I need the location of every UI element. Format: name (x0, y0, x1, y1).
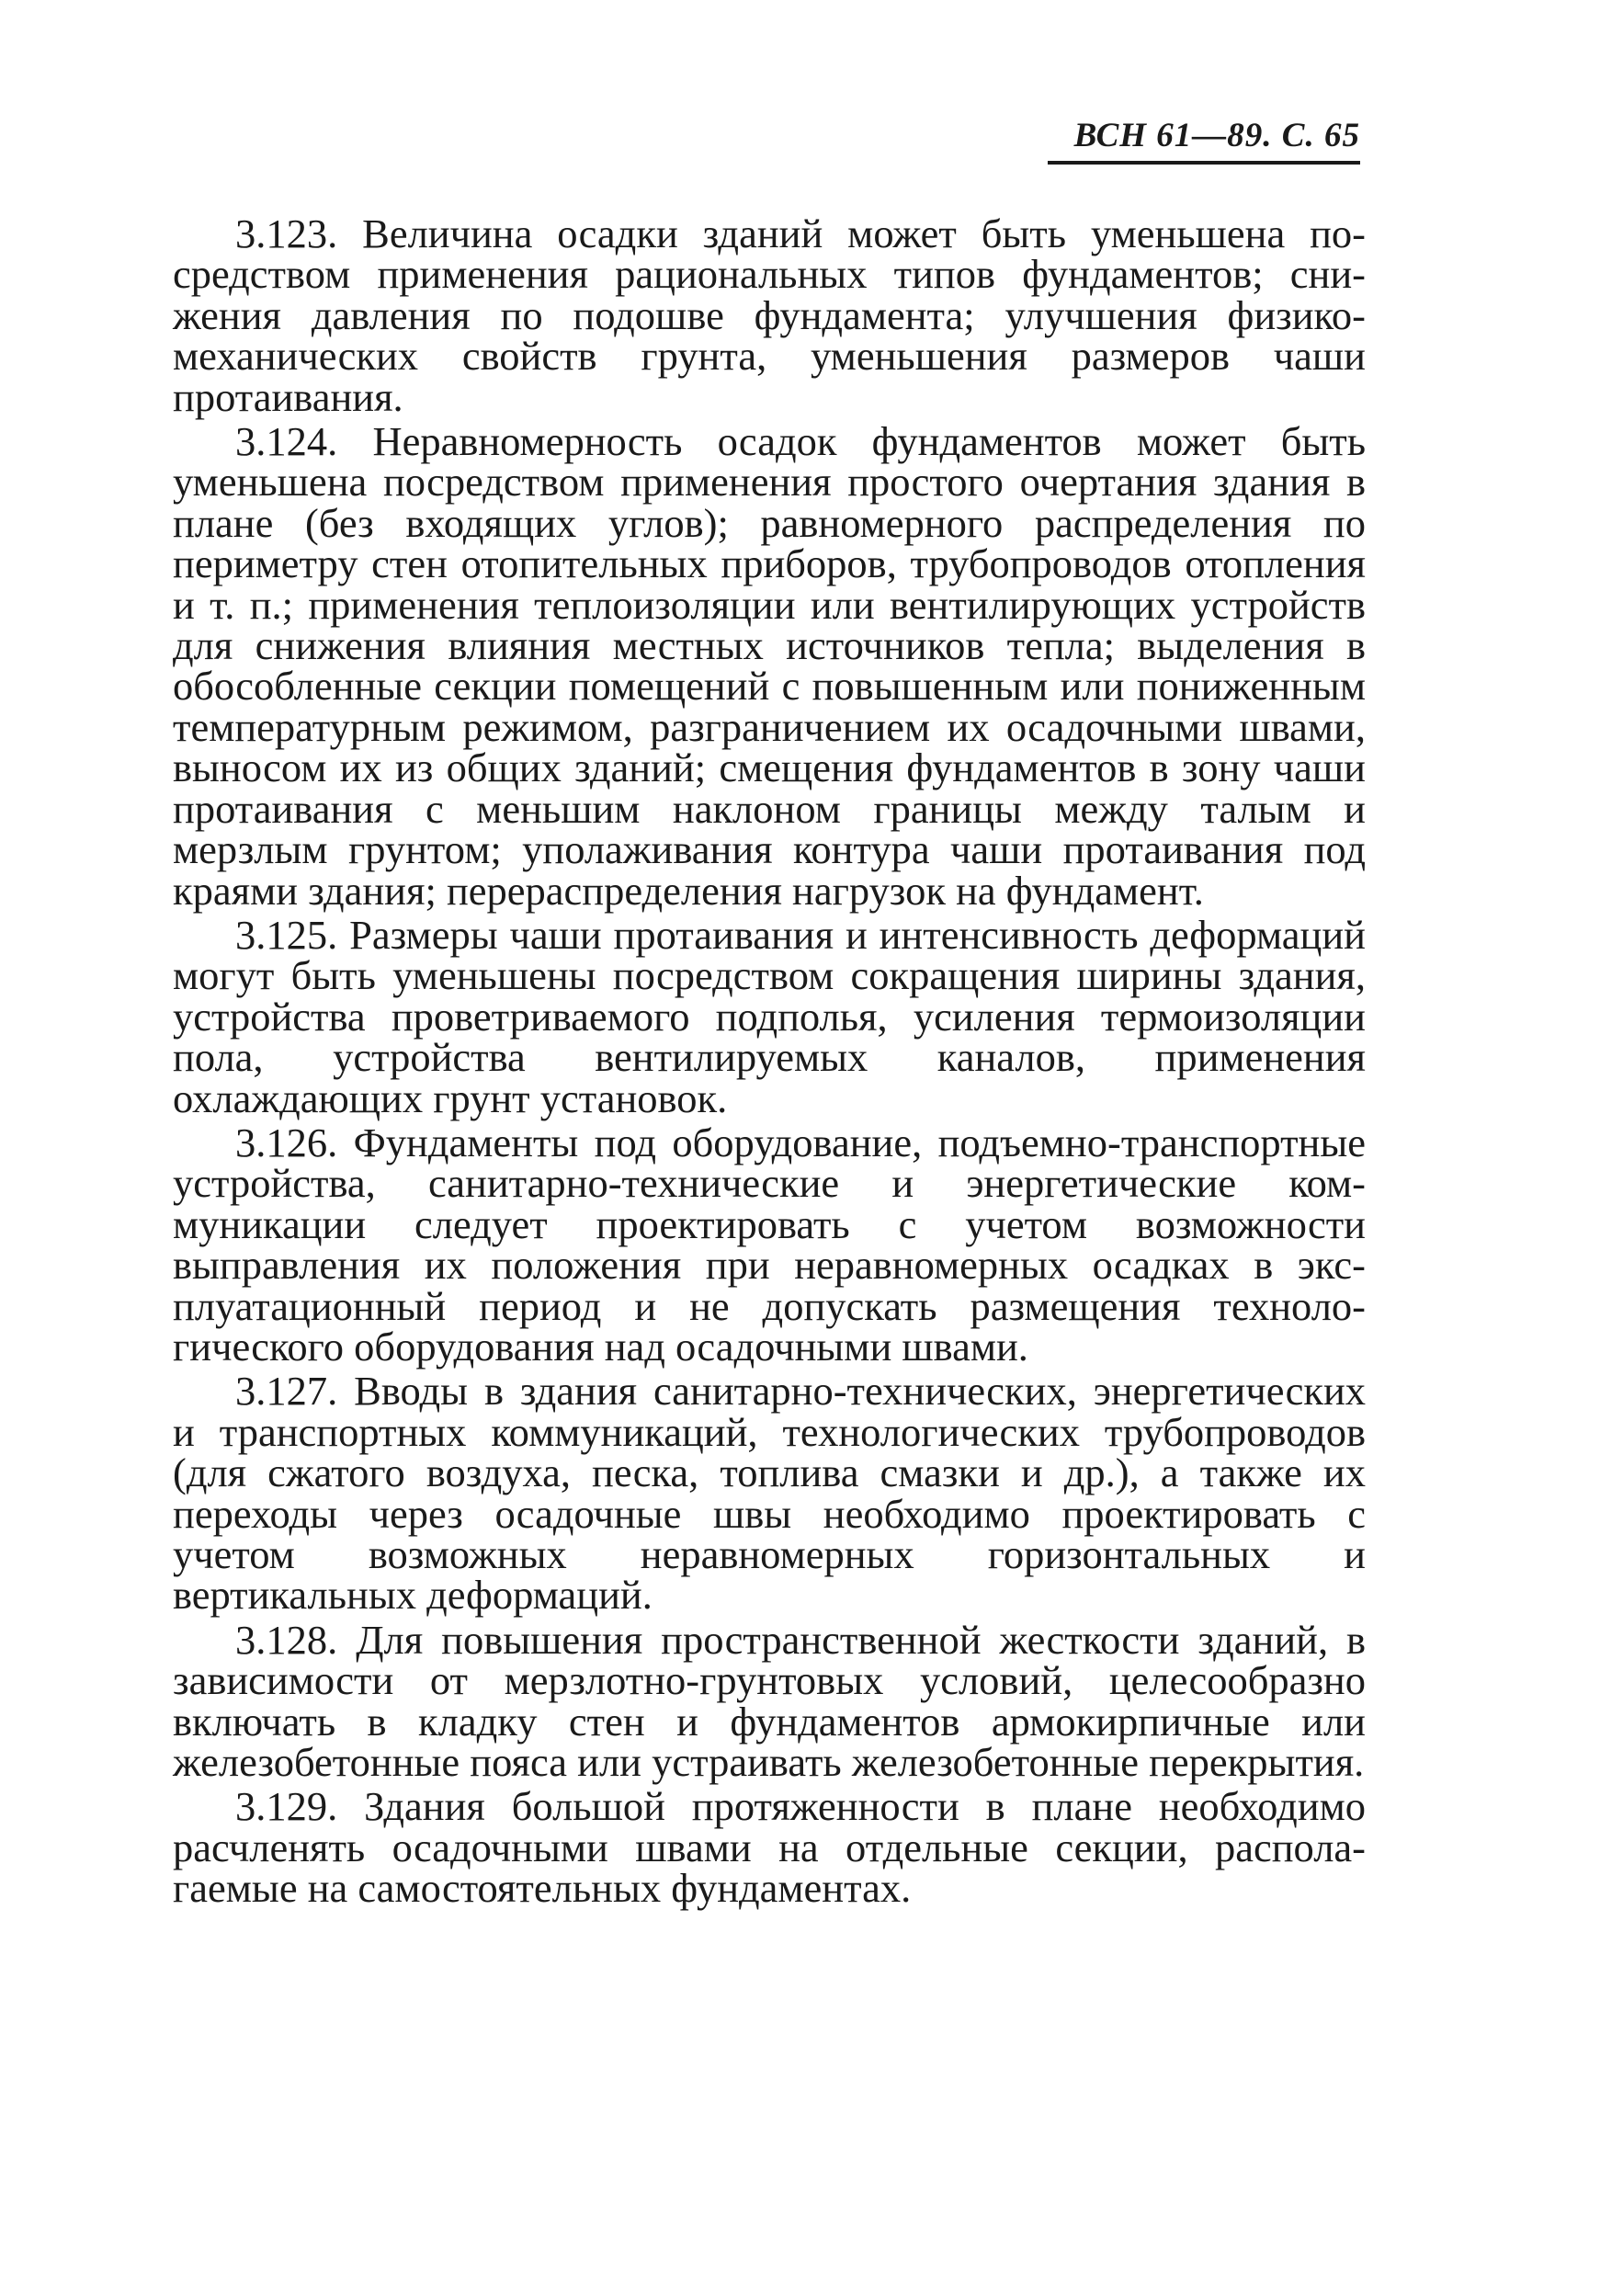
paragraph-text: Размеры чаши протаивания и интенсивность деформаций могут быть уменьшены посредством сокращения ширины здания, устройства проветриваемого подполья, усиления термоизоляции пола, устройства вентилируемых каналов, применения охлаждающих грунт установок. (173, 911, 1367, 1121)
paragraph-text: Неравномерность осадок фундаментов может быть уменьшена посредством применения простого очертания здания в плане (без входящих углов); равномерного распределения по периметру стен отопительных приборов, трубопроводов отопления и т. п.; применения теплоизоляции или вентилирующих устройств для снижения влияния местных источников тепла; выделения в обособленные секции помещений с повышенным или пониженным температурным режимом, разграничением их осадочными швами, выносом их из общих зданий; смещения фундаментов в зону чаши протаивания с меньшим наклоном границы между талым и мерзлым грунтом; уполаживания контура чаши протаивания под краями здания; перераспределения нагрузок на фундамент. (173, 418, 1366, 914)
paragraph-3-123 (173, 210, 1366, 420)
running-head: ВСН 61—89. С. 65 (1048, 118, 1360, 165)
paragraph-3-125 (173, 911, 1367, 1121)
paragraph-number: 3.127. (235, 1368, 338, 1415)
paragraph-3-128 (173, 1616, 1367, 1786)
paragraph-3-126 (173, 1119, 1367, 1370)
paragraph-text: Здания большой протяженности в плане необходимо расчленять осадочными швами на отдельные секции, располагаемые на самостоятельных фундаментах. (173, 1783, 1367, 1912)
paragraph-number: 3.128. (235, 1616, 338, 1663)
paragraph-3-129 (173, 1783, 1367, 1912)
paragraph-text: Вводы в здания санитарно-технических, энергетических и транспортных коммуникаций, технологических трубопроводов (для сжатого воздуха, песка, топлива смазки и др.), а также их переходы через осадочные швы необходимо проектировать с учетом возможных неравномерных горизонтальных и вертикальных деформаций. (173, 1368, 1367, 1619)
paragraph-text: Величина осадки зданий может быть уменьшена посредством применения рациональных типов фундаментов; снижения давления по подошве фундамента; улучшения физико-механических свойств грунта, уменьшения размеров чаши протаивания. (173, 210, 1366, 420)
paragraph-number: 3.123. (235, 210, 338, 256)
paragraph-3-127 (173, 1368, 1367, 1619)
paragraph-text: Для повышения пространственной жесткости зданий, в зависимости от мерзлотно-грунтовых условий, целесообразно включать в кладку стен и фундаментов армокирпичные или железобетонные пояса или устраивать железобетонные перекрытия. (173, 1616, 1367, 1786)
paragraph-number: 3.129. (235, 1783, 338, 1830)
paragraph-number: 3.124. (235, 418, 338, 465)
paragraph-3-124 (173, 418, 1366, 914)
paragraph-text: Фундаменты под оборудование, подъемно-транспортные устройства, санитарно-технические и энергетические коммуникации следует проектировать с учетом возможности выправления их положения при неравномерных осадках в эксплуатационный период и не допускать размещения технологического оборудования над осадочными швами. (173, 1119, 1367, 1370)
document-body (173, 210, 1367, 1913)
paragraph-number: 3.126. (235, 1119, 338, 1165)
paragraph-number: 3.125. (235, 911, 338, 958)
